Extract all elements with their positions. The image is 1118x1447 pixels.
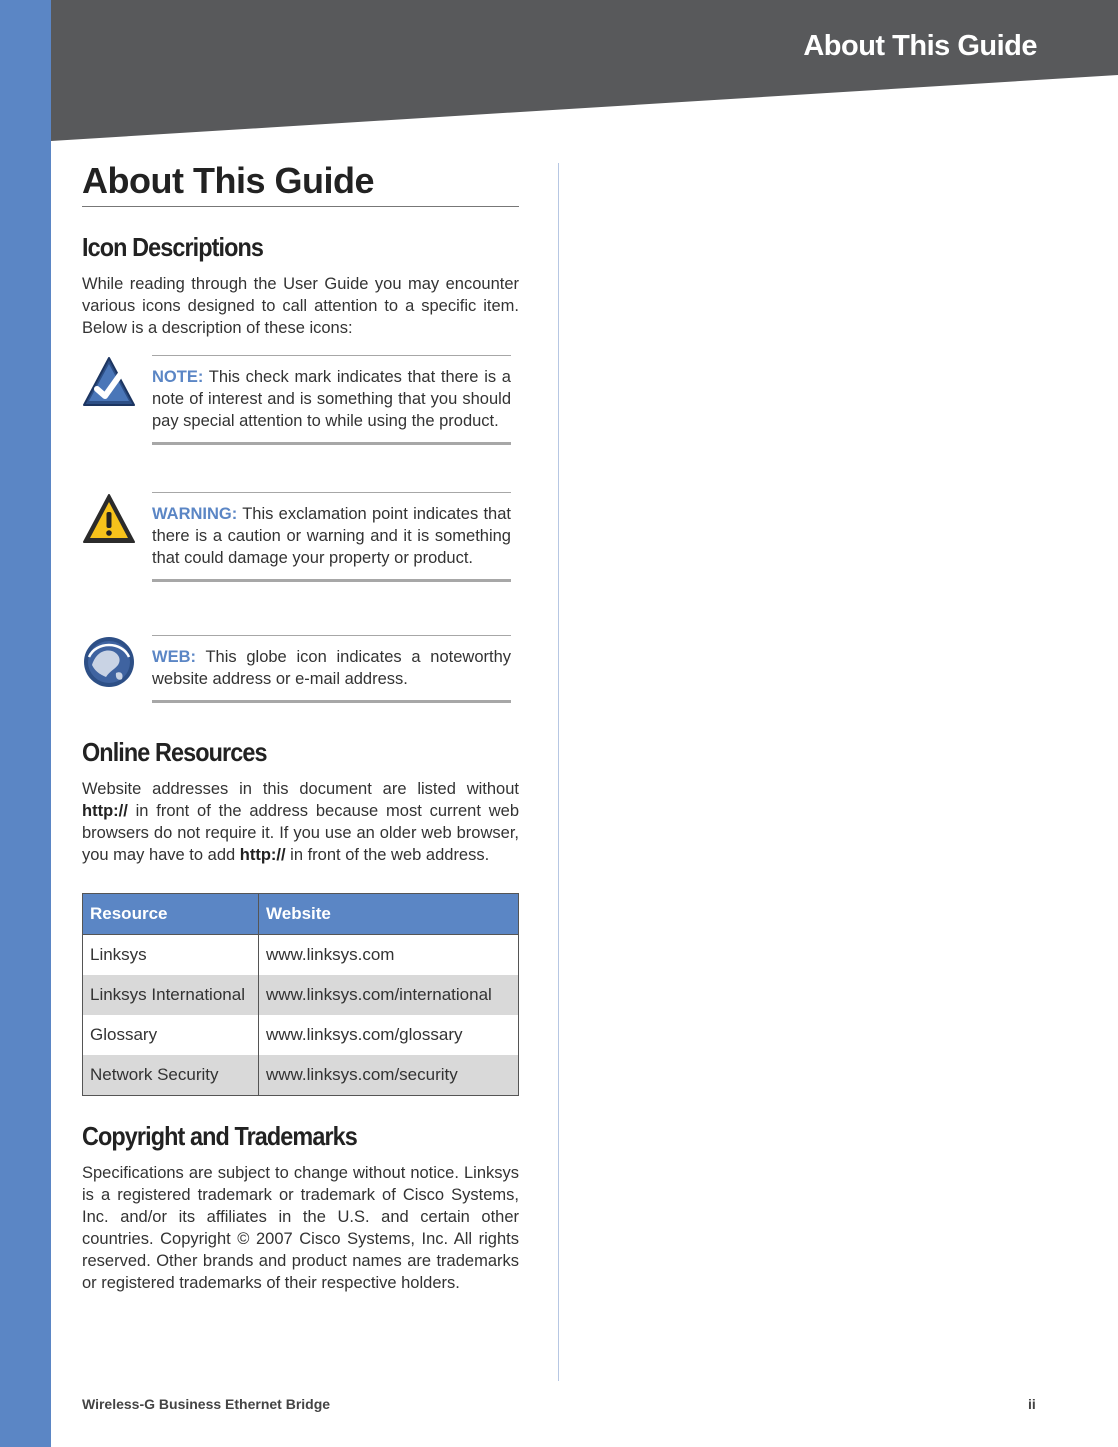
footer-page-number: ii bbox=[1028, 1396, 1036, 1412]
note-text: This check mark indicates that there is a note of interest and is something that you should pay special attention to while using the product. bbox=[152, 368, 511, 430]
icon-descriptions-heading: Icon Descriptions bbox=[82, 232, 264, 262]
online-resources-text-3: in front of the web address. bbox=[285, 846, 490, 864]
page-title: About This Guide bbox=[82, 160, 519, 207]
website-cell[interactable]: www.linksys.com/glossary bbox=[259, 1015, 519, 1055]
footer-product-name: Wireless-G Business Ethernet Bridge bbox=[82, 1396, 331, 1412]
online-resources-text-1: Website addresses in this document are listed without bbox=[82, 780, 519, 798]
note-box bbox=[152, 355, 511, 445]
column-header-website: Website bbox=[259, 894, 519, 935]
resource-cell: Glossary bbox=[83, 1015, 259, 1055]
http-prefix: http:// bbox=[82, 802, 128, 820]
web-text: This globe icon indicates a noteworthy website address or e-mail address. bbox=[152, 648, 511, 688]
column-header-resource: Resource bbox=[83, 894, 259, 935]
table-row bbox=[83, 1015, 519, 1055]
check-mark-icon bbox=[82, 355, 136, 409]
table-row bbox=[83, 1055, 519, 1096]
resource-cell: Network Security bbox=[83, 1055, 259, 1096]
sidebar-band bbox=[0, 0, 51, 1447]
header-title: About This Guide bbox=[803, 30, 1037, 62]
website-cell[interactable]: www.linksys.com/security bbox=[259, 1055, 519, 1096]
main-content bbox=[82, 160, 519, 1294]
warning-label: WARNING: bbox=[152, 505, 238, 523]
warning-text: This exclamation point indicates that there is a caution or warning and it is something that could damage your property or product. bbox=[152, 505, 511, 567]
globe-icon bbox=[82, 635, 136, 689]
online-resources-text bbox=[82, 778, 519, 866]
icon-descriptions-intro: While reading through the User Guide you may encounter various icons designed to call attention to a specific item. Below is a description of these icons: bbox=[82, 275, 519, 337]
table-row bbox=[83, 975, 519, 1015]
website-cell[interactable]: www.linksys.com/international bbox=[259, 975, 519, 1015]
resources-table bbox=[82, 893, 519, 1096]
web-box bbox=[152, 635, 511, 703]
warning-block bbox=[82, 492, 519, 612]
website-cell[interactable]: www.linksys.com bbox=[259, 935, 519, 976]
resource-cell: Linksys bbox=[83, 935, 259, 976]
column-divider bbox=[558, 163, 559, 1381]
online-resources-heading: Online Resources bbox=[82, 737, 267, 767]
resource-cell: Linksys International bbox=[83, 975, 259, 1015]
table-header-row bbox=[83, 894, 519, 935]
online-resources-text-2: in front of the address because most current web browsers do not require it. If you use an older web browser, you may have to add bbox=[82, 802, 519, 864]
http-prefix: http:// bbox=[239, 846, 286, 864]
note-block bbox=[82, 355, 519, 475]
warning-triangle-icon bbox=[82, 492, 136, 546]
table-row bbox=[83, 935, 519, 976]
header-band bbox=[51, 0, 1118, 141]
note-label: NOTE: bbox=[152, 368, 204, 386]
copyright-heading: Copyright and Trademarks bbox=[82, 1121, 357, 1151]
copyright-text: Specifications are subject to change without notice. Linksys is a registered trademark or trademark of Cisco Systems, Inc. and/or its affiliates in the U.S. and certain other countries. Copyright © 2007 Cisco Systems, Inc. All rights reserved. Other brands and product names are trademarks or registered trademarks of their respective holders. bbox=[82, 1164, 519, 1292]
web-label: WEB: bbox=[152, 648, 196, 666]
warning-box bbox=[152, 492, 511, 582]
web-block bbox=[82, 635, 519, 707]
